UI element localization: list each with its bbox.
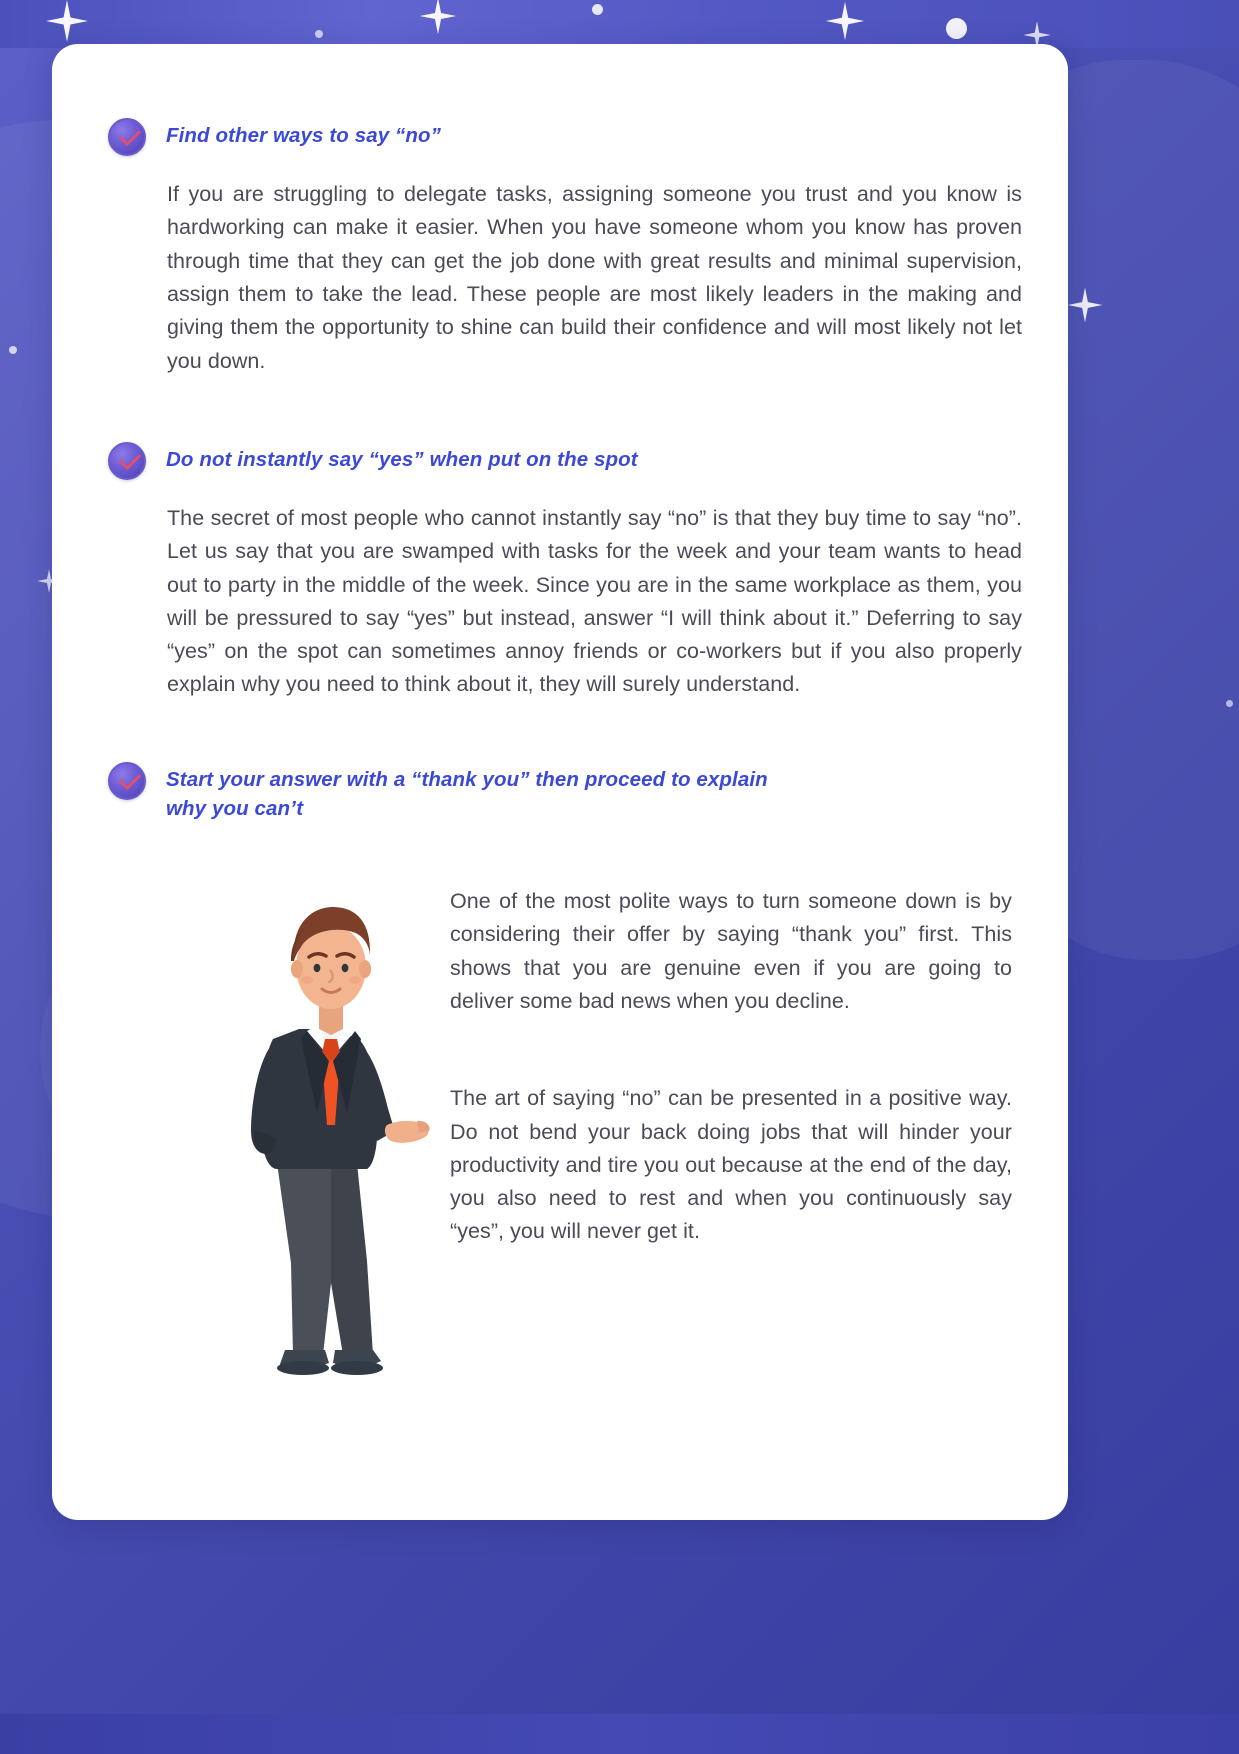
check-badge-icon bbox=[108, 442, 146, 480]
section-paragraph: If you are struggling to delegate tasks, assigning someone you trust and you know is hardworking can make it easier. When you have someone whom you know has proven through time that they can get the job done with great results and minimal supervision, assign them to take the lead. These people are most likely leaders in the making and giving them the opportunity to shine can build their confidence and will most likely not let you down. bbox=[167, 182, 1022, 373]
bottom-band bbox=[0, 1714, 1239, 1754]
section-title: Start your answer with a “thank you” then proceed to explain why you can’t bbox=[166, 767, 768, 820]
decorative-dot bbox=[9, 346, 17, 354]
section-paragraph: One of the most polite ways to turn someone down is by considering their offer by saying “thank you” first. This shows that you are genuine even if you are going to deliver some bad news when you decline. bbox=[450, 888, 1012, 1013]
check-badge-icon bbox=[108, 118, 146, 156]
illustration-column bbox=[167, 863, 450, 1423]
section-find-other-ways bbox=[108, 116, 1022, 378]
section-header bbox=[108, 760, 1012, 823]
section-paragraph: The secret of most people who cannot instantly say “no” is that they buy time to say “no”. Let us say that you are swamped with tasks for the week and your team wants to head out to party in the middle of the week. Since you are in the same workplace as them, you will be pressured to say “yes” but instead, answer “I will think about it.” Deferring to say “yes” on the spot can sometimes annoy friends or co-workers but if you also properly explain why you need to think about it, they will surely understand. bbox=[167, 505, 1022, 697]
decorative-dot bbox=[1226, 700, 1233, 707]
section-start-with-thank-you bbox=[108, 760, 1012, 1423]
section-header bbox=[108, 116, 1012, 156]
section-paragraph: The art of saying “no” can be presented in a positive way. Do not bend your back doing jobs that will hinder your productivity and tire you out because at the end of the day, you also need to rest and when you continuously say “yes”, you will never get it. bbox=[450, 1086, 1012, 1244]
businessman-presenting-illustration bbox=[181, 863, 441, 1428]
illustration-text-row bbox=[167, 863, 1012, 1423]
section-header bbox=[108, 440, 1012, 480]
section-title: Do not instantly say “yes” when put on the spot bbox=[166, 447, 638, 471]
content-card bbox=[52, 44, 1068, 1520]
section-title: Find other ways to say “no” bbox=[166, 124, 441, 147]
sparkle-icon bbox=[1066, 286, 1104, 324]
section-do-not-instantly-say-yes bbox=[108, 440, 1022, 702]
check-badge-icon bbox=[108, 762, 146, 800]
text-column bbox=[450, 863, 1012, 1423]
top-band bbox=[0, 0, 1239, 48]
